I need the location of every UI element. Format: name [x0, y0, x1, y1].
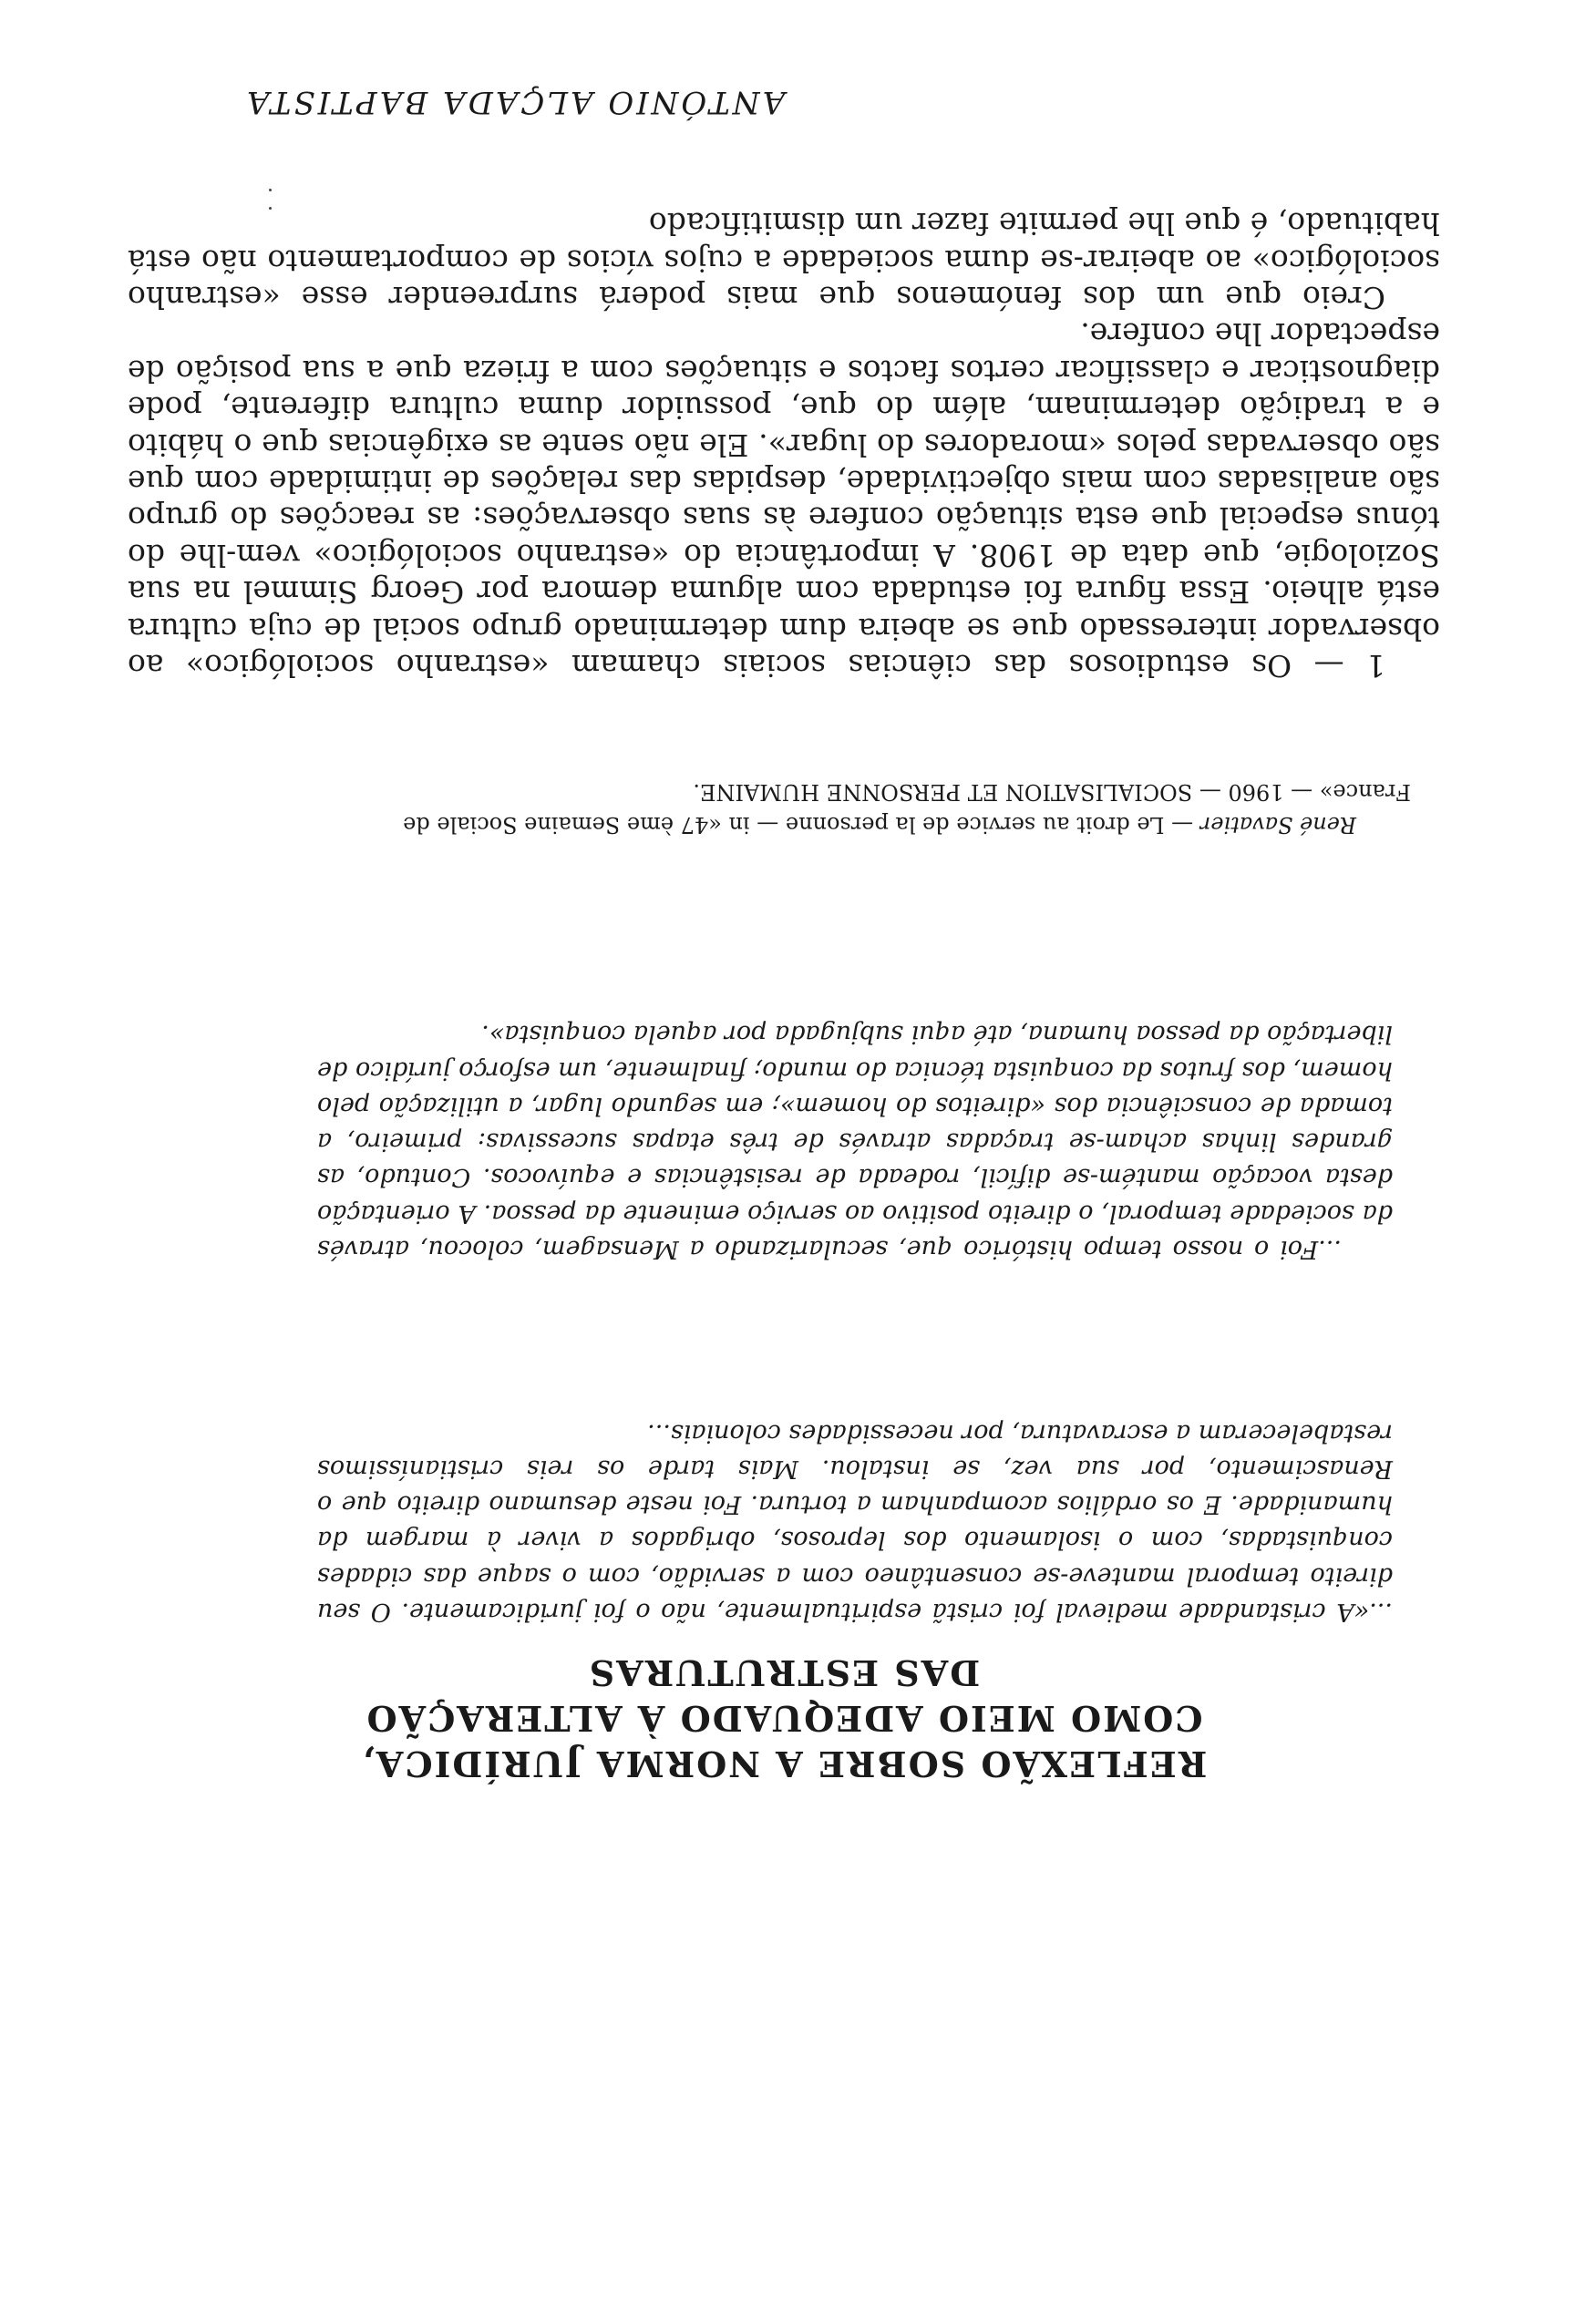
- scan-speck: [269, 207, 272, 210]
- epigraph-paragraph-2: [317, 1016, 1393, 1267]
- body-text: [128, 205, 1440, 684]
- citation-work: — Le droit au service de la personne — in «47 ème Semaine Sociale de France» — 1960 — SOCIALISATION ET PERSONNE HUMAINE.: [403, 779, 1411, 838]
- article-title-line-1: REFLEXÃO SOBRE A NORMA JURÍDICA,: [360, 1743, 1208, 1784]
- epigraph-text-2: ...Foi o nosso tempo histórico que, secularizando a Mensagem, colocou, através da sociedade temporal, o direito positivo ao serviço eminente da pessoa. A orientação desta vocação mantém-se difícil, rodeada de resistências e equívocos. Contudo, as grandes linhas acham-se traçadas através de três etapas sucessivas: primeiro, a tomada de consciência dos «direitos do homem»; em segundo lugar, a utilização pelo homem, dos frutos da conquista técnica do mundo; finalmente, um esforço jurídico de libertação da pessoa humana, até aqui subjugada por aquela conquista».: [317, 1020, 1393, 1263]
- author-name: ANTÓNIO ALÇADA BAPTISTA: [244, 84, 786, 120]
- body-paragraph-2: Creio que um dos fenómenos que mais poderá surpreender esse «estranho sociológico» ao abeirar-se duma sociedade a cujos vícios de comportamento não está habituado, é que lhe permite fazer um dismitificado: [128, 206, 1440, 315]
- epigraph-citation: [390, 776, 1411, 841]
- body-paragraph-1: 1 — Os estudiosos das ciências sociais chamam «estranho sociológico» ao observador interessado que se abeira dum determinado grupo social de cuja cultura está alheio. Essa figura foi estudada com alguma demora por Georg Simmel na sua Soziologie, que data de 1908. A importância do «estranho sociológico» vem-lhe do tónus especial que esta situação confere às suas observações: as reacções do grupo são analisadas com mais objectividade, despidas das relações de intimidade com que são observadas pelos «moradores do lugar». Ele não sente as exigências que o hábito e a tradição determinam, além do que, possuidor duma cultura diferente, pode diagnosticar e classificar certos factos e situações com a frieza que a sua posição de espectador lhe confere.: [128, 316, 1440, 684]
- article-title-line-2: COMO MEIO ADEQUADO À ALTERAÇÃO: [365, 1698, 1203, 1739]
- epigraph-text-1: ...«A cristandade medieval foi cristã espiritualmente, não o foi juridicamente. O seu direito temporal manteve-se consentâneo com a servidão, com o saque das cidades conquistadas, com o isolamento dos leprosos, obrigados a viver à margem da humanidade. E os ordálios acompanham a tortura. Foi neste desumano direito que o Renascimento, por sua vez, se instalou. Mais tarde os reis cristianíssimos restabeleceram a escravatura, por necessidades coloniais...: [317, 1418, 1393, 1626]
- scan-speck: [269, 189, 272, 191]
- epigraph-paragraph-1: [317, 1414, 1393, 1630]
- citation-author: René Savatier: [1199, 812, 1356, 838]
- article-title-line-3: DAS ESTRUTURAS: [587, 1652, 981, 1693]
